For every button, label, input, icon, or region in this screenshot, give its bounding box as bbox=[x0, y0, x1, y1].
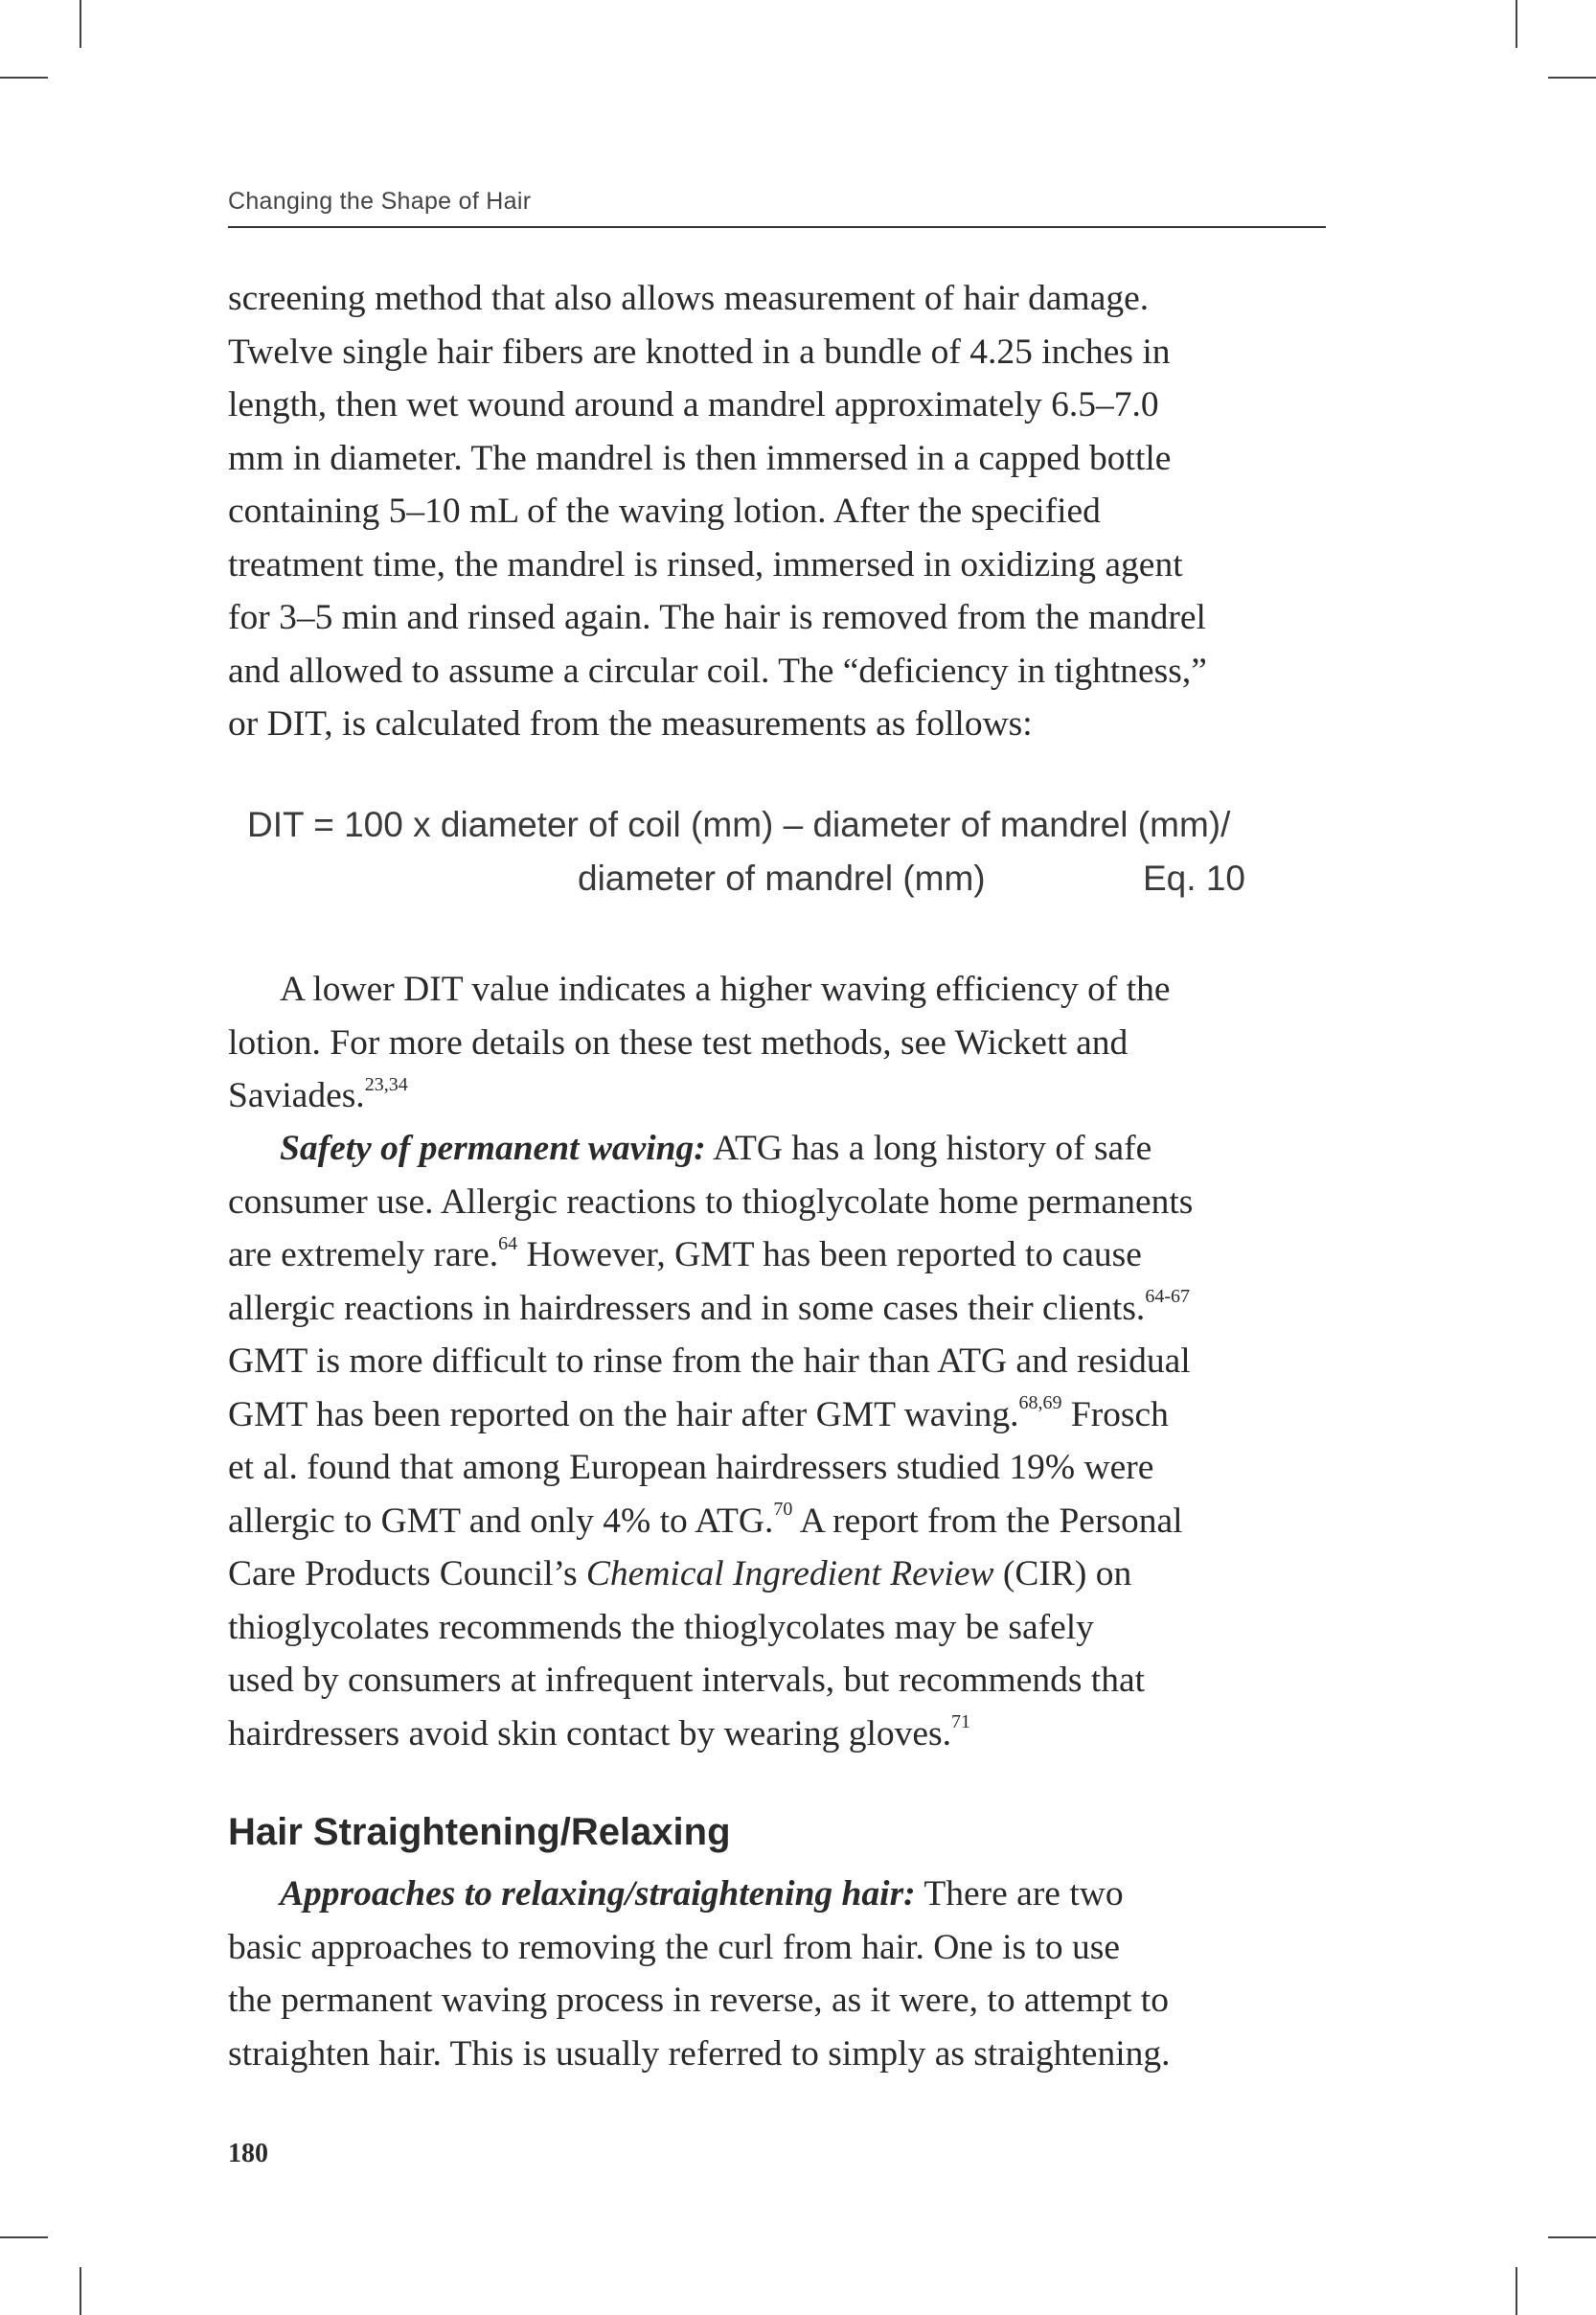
body-paragraph bbox=[228, 1122, 1330, 1760]
text-run: allergic to GMT and only 4% to ATG. bbox=[228, 1501, 774, 1541]
crop-mark bbox=[80, 2267, 81, 2315]
text-run: Saviades. bbox=[228, 1076, 365, 1115]
text-line: GMT is more difficult to rinse from the hair than ATG and residual bbox=[228, 1341, 1191, 1381]
page-number: 180 bbox=[228, 2139, 268, 2168]
text-line: containing 5–10 mL of the waving lotion. After the specified bbox=[228, 492, 1101, 531]
body-paragraph bbox=[228, 963, 1330, 1123]
text-line: lotion. For more details on these test methods, see Wickett and bbox=[228, 1022, 1129, 1063]
citation-ref: 68,69 bbox=[1018, 1392, 1062, 1413]
text-run: ATG has a long history of safe bbox=[705, 1129, 1152, 1168]
text-line: treatment time, the mandrel is rinsed, immersed in oxidizing agent bbox=[228, 544, 1183, 584]
body-paragraph bbox=[228, 1868, 1330, 2080]
citation-ref: 70 bbox=[773, 1499, 793, 1520]
text-run: are extremely rare. bbox=[228, 1235, 499, 1274]
crop-mark bbox=[1548, 2236, 1596, 2238]
text-line bbox=[228, 1122, 1330, 1176]
text-line: et al. found that among European hairdressers studied 19% were bbox=[228, 1448, 1154, 1487]
equation-numerator: DIT = 100 x diameter of coil (mm) – diameter of mandrel (mm)/ bbox=[247, 805, 1231, 844]
text-line bbox=[228, 1495, 1330, 1548]
text-run: hairdressers avoid skin contact by wearing gloves. bbox=[228, 1713, 951, 1753]
text-line: length, then wet wound around a mandrel approximately 6.5–7.0 bbox=[228, 385, 1159, 424]
text-run: There are two bbox=[915, 1874, 1124, 1914]
text-line: for 3–5 min and rinsed again. The hair is removed from the mandrel bbox=[228, 598, 1206, 637]
text-run: A report from the Personal bbox=[792, 1501, 1183, 1541]
text-line bbox=[228, 1069, 1330, 1123]
text-line bbox=[228, 1388, 1330, 1442]
citation-ref: 23,34 bbox=[364, 1073, 408, 1095]
citation-ref: 71 bbox=[951, 1711, 970, 1732]
equation-label: Eq. 10 bbox=[1143, 859, 1245, 898]
text-line: basic approaches to removing the curl from hair. One is to use bbox=[228, 1927, 1120, 1967]
citation-ref: 64 bbox=[498, 1232, 518, 1254]
text-run: GMT has been reported on the hair after GMT waving. bbox=[228, 1394, 1019, 1434]
section-heading: Hair Straightening/Relaxing bbox=[228, 1811, 731, 1853]
text-line bbox=[228, 1282, 1330, 1336]
header-rule bbox=[228, 226, 1326, 228]
run-in-heading: Approaches to relaxing/straightening hair: bbox=[280, 1874, 916, 1914]
text-line: thioglycolates recommends the thioglycolates may be safely bbox=[228, 1607, 1094, 1647]
text-line: and allowed to assume a circular coil. The “deficiency in tightness,” bbox=[228, 651, 1207, 691]
crop-mark bbox=[1516, 2267, 1517, 2315]
text-run: allergic reactions in hairdressers and in some cases their clients. bbox=[228, 1288, 1146, 1328]
body-paragraph bbox=[228, 272, 1330, 751]
text-line: straighten hair. This is usually referred to simply as straightening. bbox=[228, 2033, 1171, 2074]
text-line bbox=[228, 1547, 1330, 1601]
running-header: Changing the Shape of Hair bbox=[228, 188, 532, 215]
crop-mark bbox=[0, 77, 48, 79]
text-line: mm in diameter. The mandrel is then immersed in a capped bottle bbox=[228, 438, 1172, 478]
text-run: However, GMT has been reported to cause bbox=[517, 1235, 1142, 1274]
text-line bbox=[228, 1228, 1330, 1282]
crop-mark bbox=[0, 2236, 48, 2238]
text-line bbox=[228, 1708, 1330, 1761]
text-line: Twelve single hair fibers are knotted in a bundle of 4.25 inches in bbox=[228, 332, 1171, 372]
crop-mark bbox=[1516, 0, 1517, 48]
text-run: Care Products Council’s bbox=[228, 1554, 586, 1593]
crop-mark bbox=[80, 0, 81, 48]
text-line: or DIT, is calculated from the measurements as follows: bbox=[228, 704, 1033, 744]
crop-mark bbox=[1548, 77, 1596, 79]
text-line: consumer use. Allergic reactions to thioglycolate home permanents bbox=[228, 1181, 1194, 1222]
text-line: used by consumers at infrequent intervals, but recommends that bbox=[228, 1661, 1146, 1700]
text-run: (CIR) on bbox=[993, 1554, 1132, 1593]
text-line: screening method that also allows measurement of hair damage. bbox=[228, 279, 1150, 318]
text-line: A lower DIT value indicates a higher waving efficiency of the bbox=[280, 970, 1171, 1009]
text-line: the permanent waving process in reverse, as it were, to attempt to bbox=[228, 1981, 1169, 2020]
run-in-heading: Safety of permanent waving: bbox=[280, 1129, 706, 1168]
text-run: Frosch bbox=[1061, 1394, 1169, 1434]
citation-ref: 64-67 bbox=[1145, 1286, 1190, 1307]
text-line bbox=[228, 1868, 1330, 1921]
publication-title: Chemical Ingredient Review bbox=[585, 1554, 994, 1593]
equation-denominator: diameter of mandrel (mm) bbox=[578, 859, 986, 898]
